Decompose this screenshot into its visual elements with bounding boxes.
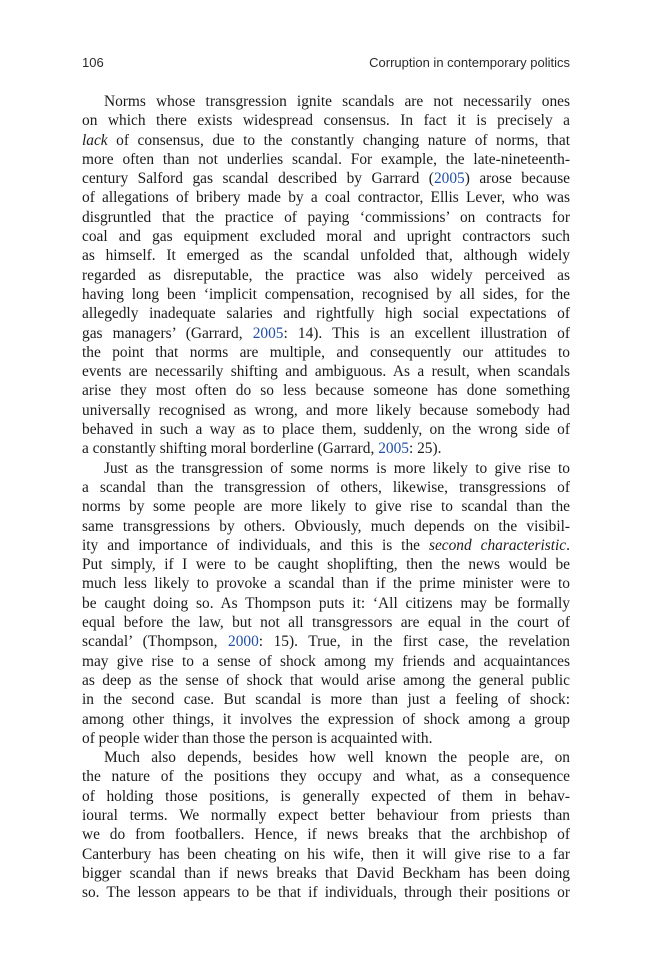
text-run: behaved in such a way as to place them, suddenly, on the wrong side of (82, 421, 570, 439)
text-run: allegedly inadequate salaries and rightfully high social expectations of (82, 305, 570, 323)
text-run: arise they most often do so less because someone has done something (82, 382, 570, 400)
text-line (82, 555, 570, 574)
text-line (82, 92, 570, 111)
text-run: having long been ‘implicit compensation, recognised by all sides, for the (82, 285, 570, 303)
text-line (82, 266, 570, 285)
text-run: Norms whose transgression ignite scandals are not necessarily ones (104, 93, 570, 110)
paragraph (82, 92, 570, 459)
text-run: Canterbury has been cheating on his wife, then it will give rise to a far (82, 845, 570, 863)
text-run: as deep as the sense of shock that would arise among the general public (82, 671, 570, 689)
text-line (82, 439, 570, 458)
text-run: : 14). This is an excellent illustration of (283, 324, 570, 342)
text-run: may give rise to a sense of shock among my friends and acquaintances (82, 652, 570, 670)
text-line (82, 710, 570, 729)
text-line (82, 652, 570, 671)
text-run: : 25). (408, 440, 442, 458)
citation-year-link[interactable]: 2005 (252, 324, 284, 342)
text-line (82, 613, 570, 632)
text-line (82, 362, 570, 381)
text-run: ioural terms. We normally expect better behaviour from priests than (82, 806, 570, 824)
body-text (82, 92, 570, 902)
text-line (82, 304, 570, 323)
text-run: much less likely to provoke a scandal than if the prime minister were to (82, 575, 570, 593)
text-line (82, 111, 570, 130)
text-line (82, 517, 570, 536)
text-run: on which there exists widespread consensus. In fact it is precisely a (82, 112, 570, 130)
text-run: Put simply, if I were to be caught shoplifting, then the news would be (82, 556, 570, 574)
text-line (82, 401, 570, 420)
text-run: a scandal than the transgression of others, likewise, transgressions of (82, 478, 570, 496)
text-line (82, 381, 570, 400)
text-line (82, 671, 570, 690)
text-run: be caught doing so. As Thompson puts it: ‘All citizens may be formally (82, 594, 570, 612)
text-line (82, 632, 570, 651)
running-header (82, 55, 570, 70)
text-line (82, 131, 570, 150)
text-run: the point that norms are multiple, and consequently our attitudes to (82, 343, 570, 361)
text-line (82, 246, 570, 265)
text-line (82, 594, 570, 613)
emphasis: second characteristic (428, 536, 567, 554)
citation-year-link[interactable]: 2005 (378, 440, 409, 458)
text-run: ) arose because (464, 170, 571, 188)
text-run: events are necessarily shifting and ambiguous. As a result, when scandals (82, 363, 570, 381)
emphasis: lack (82, 131, 108, 149)
text-line (82, 169, 570, 188)
text-run: of people wider than those the person is acquainted with. (82, 729, 433, 747)
text-run: so. The lesson appears to be that if individuals, through their positions or (82, 884, 570, 902)
text-line (82, 497, 570, 516)
text-run: among other things, it involves the expression of shock among a group (82, 710, 570, 728)
page-number: 106 (82, 55, 104, 70)
text-run: century Salford gas scandal described by Garrard ( (82, 170, 434, 188)
text-line (82, 150, 570, 169)
text-run: of consensus, due to the constantly changing nature of norms, that (107, 131, 570, 149)
text-run: Much also depends, besides how well known the people are, on (104, 749, 570, 767)
text-line (82, 825, 570, 844)
text-line (82, 729, 570, 748)
text-line (82, 883, 570, 902)
text-line (82, 208, 570, 227)
text-line (82, 690, 570, 709)
text-line (82, 864, 570, 883)
text-run: more often than not underlies scandal. For example, the late-nineteenth- (82, 150, 570, 168)
text-line (82, 227, 570, 246)
text-line (82, 324, 570, 343)
text-line (82, 536, 570, 555)
text-run: gas managers’ (Garrard, (82, 324, 253, 342)
text-line (82, 459, 570, 478)
text-line (82, 806, 570, 825)
paragraph (82, 459, 570, 748)
text-run: same transgressions by others. Obviously, much depends on the visibil- (82, 517, 570, 535)
text-run: disgruntled that the practice of paying ‘commissions’ on contracts for (82, 208, 570, 226)
citation-year-link[interactable]: 2005 (433, 170, 465, 188)
text-run: ity and importance of individuals, and this is the (82, 536, 429, 554)
text-run: coal and gas equipment excluded moral and upright contractors such (82, 228, 570, 246)
text-run: regarded as disreputable, the practice was also widely perceived as (82, 266, 570, 284)
text-run: equal before the law, but not all transgressors are equal in the court of (82, 614, 570, 632)
text-line (82, 767, 570, 786)
text-run: . (566, 536, 570, 554)
text-run: norms by some people are more likely to give rise to scandal than the (82, 498, 570, 516)
text-line (82, 748, 570, 767)
text-line (82, 343, 570, 362)
text-run: as himself. It emerged as the scandal unfolded that, although widely (82, 247, 570, 265)
text-run: scandal’ (Thompson, (82, 633, 229, 651)
citation-year-link[interactable]: 2000 (228, 633, 259, 651)
text-run: we do from footballers. Hence, if news breaks that the archbishop of (82, 826, 570, 844)
text-run: the nature of the positions they occupy and what, as a consequence (82, 768, 570, 786)
text-run: in the second case. But scandal is more than just a feeling of shock: (82, 691, 570, 709)
text-run: universally recognised as wrong, and more likely because somebody had (82, 401, 570, 419)
text-line (82, 285, 570, 304)
text-run: Just as the transgression of some norms is more likely to give rise to (104, 459, 570, 477)
text-line (82, 845, 570, 864)
text-line (82, 574, 570, 593)
text-run: : 15). True, in the first case, the revelation (258, 633, 571, 651)
text-line (82, 420, 570, 439)
text-line (82, 787, 570, 806)
text-run: of holding those positions, is generally expected of them in behav- (82, 787, 570, 805)
text-run: of allegations of bribery made by a coal contractor, Ellis Lever, who was (82, 189, 570, 207)
text-line (82, 188, 570, 207)
text-line (82, 478, 570, 497)
text-run: bigger scandal than if news breaks that David Beckham has been doing (82, 864, 570, 882)
running-title: Corruption in contemporary politics (369, 55, 570, 70)
text-run: a constantly shifting moral borderline (Garrard, (82, 440, 379, 458)
paragraph (82, 748, 570, 902)
